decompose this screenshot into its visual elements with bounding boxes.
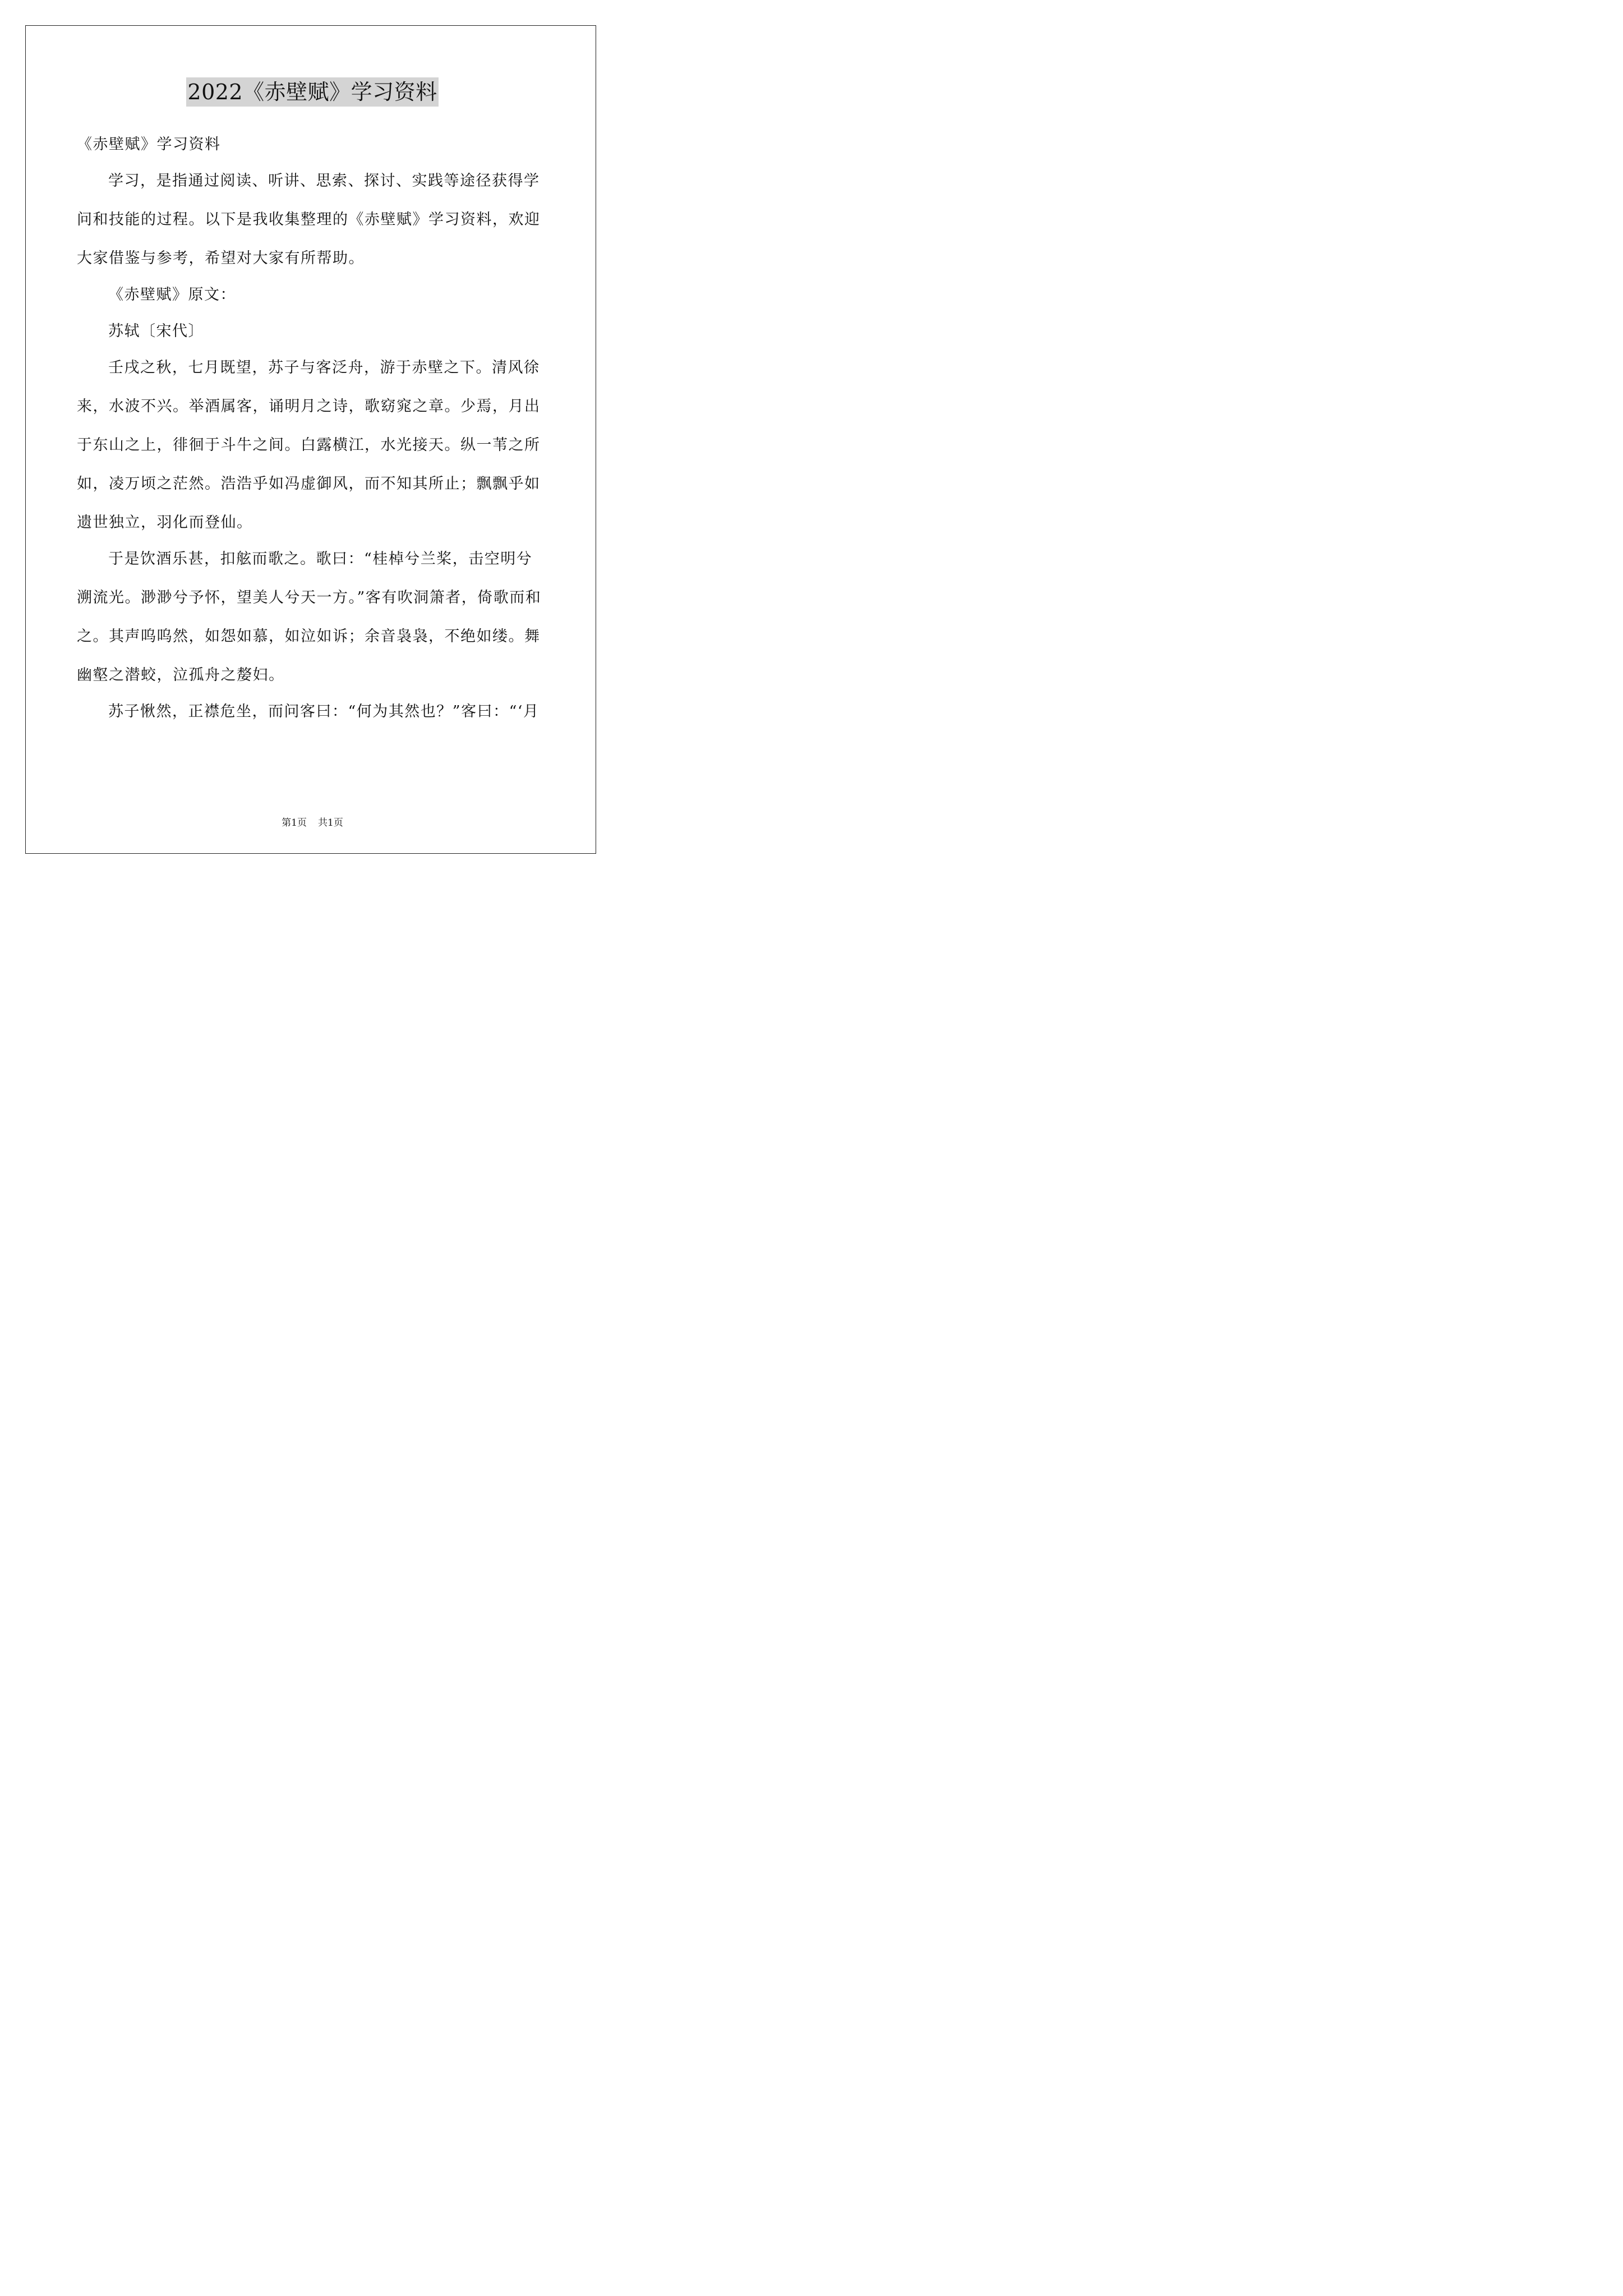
document-body (77, 134, 548, 737)
text-paragraph-2: 于是饮酒乐甚，扣舷而歌之。歌曰：“桂棹兮兰桨，击空明兮溯流光。渺渺兮予怀，望美人兮天一方。”客有吹洞箫者，倚歌而和之。其声呜呜然，如怨如慕，如泣如诉；余音袅袅，不绝如缕。舞幽壑之潜蛟，泣孤舟之嫠妇。 (77, 550, 542, 684)
intro-paragraph: 学习，是指通过阅读、听讲、思索、探讨、实践等途径获得学问和技能的过程。以下是我收集整理的《赤壁赋》学习资料，欢迎大家借鉴与参考，希望对大家有所帮助。 (77, 172, 541, 267)
text-paragraph-3: 苏子愀然，正襟危坐，而问客曰：“何为其然也？”客曰：“‘月 (108, 703, 540, 720)
document-title (0, 77, 625, 107)
subtitle-paragraph: 《赤壁赋》学习资料 (77, 136, 221, 153)
page-footer (0, 815, 625, 829)
original-text-heading: 《赤壁赋》原文： (108, 286, 236, 303)
page-total: 共1页 (318, 817, 343, 829)
author-line: 苏轼〔宋代〕 (108, 323, 204, 340)
document-title-text: 2022《赤壁赋》学习资料 (186, 77, 438, 107)
text-paragraph-1: 壬戌之秋，七月既望，苏子与客泛舟，游于赤壁之下。清风徐来，水波不兴。举酒属客，诵明月之诗，歌窈窕之章。少焉，月出于东山之上，徘徊于斗牛之间。白露横江，水光接天。纵一苇之所如，凌万顷之茫然。浩浩乎如冯虚御风，而不知其所止；飘飘乎如遗世独立，羽化而登仙。 (77, 359, 541, 531)
page-number: 第1页 (282, 817, 307, 829)
